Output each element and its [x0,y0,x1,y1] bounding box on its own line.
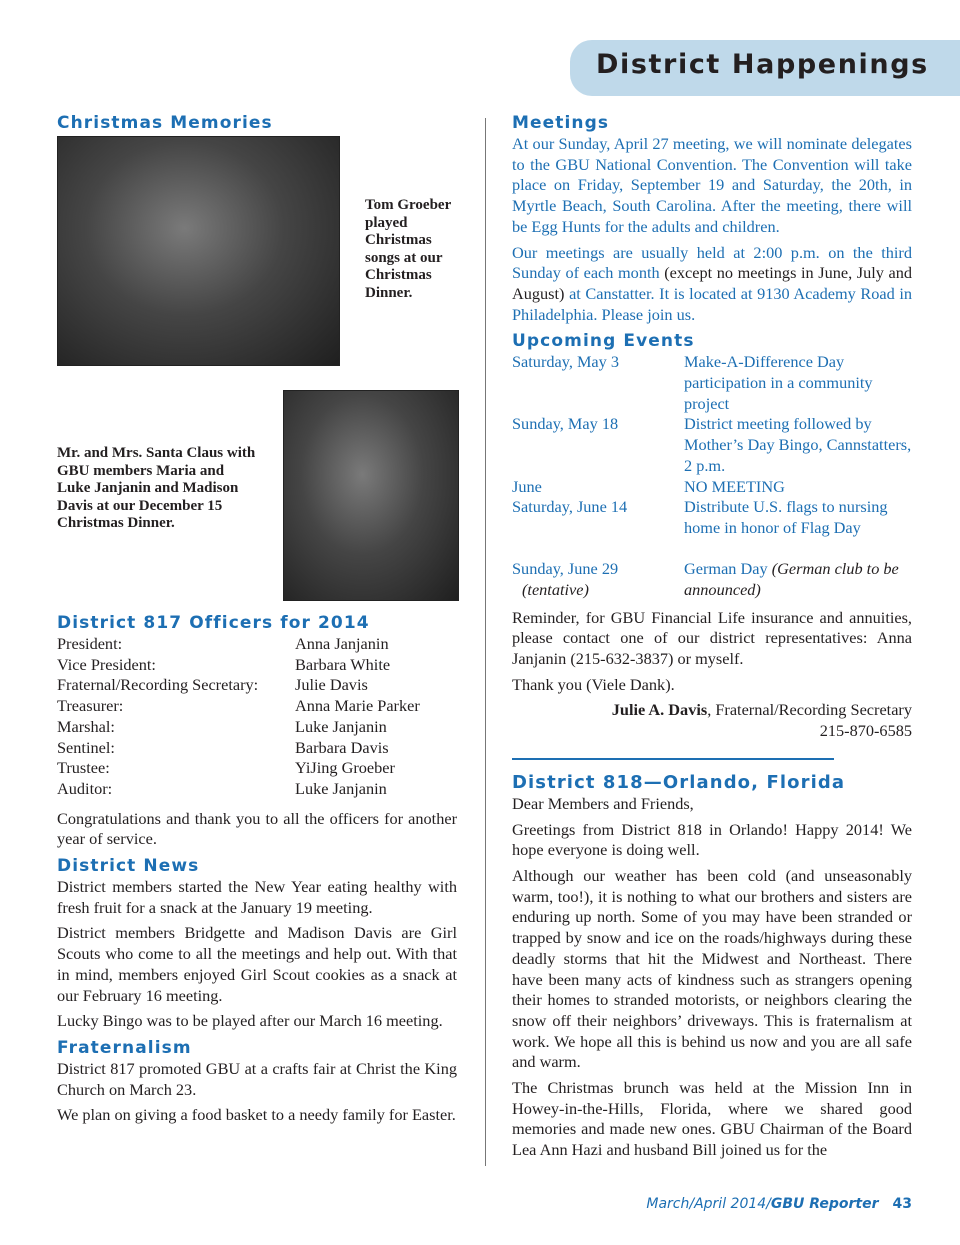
officer-row [57,717,420,738]
news-paragraph-1: District members started the New Year eating healthy with fresh fruit for a snack at the January 19 meeting. [57,877,457,917]
meetings-schedule: Our meetings are usually held at 2:00 p.m. on the third Sunday of each month [512,242,912,283]
event-date: Sunday, May 18 [512,414,619,434]
event-description-cell [684,414,912,476]
officer-name: Barbara White [295,654,391,674]
event-date-cell [512,352,684,414]
fraternalism-heading: Fraternalism [57,1037,192,1058]
event-description-cell [684,352,912,414]
event-description: NO MEETING [684,476,785,496]
photo-santa-claus [283,390,459,601]
event-description-cell [684,559,912,600]
column-divider [485,118,486,1166]
officer-name: Julie Davis [295,675,368,695]
orlando-paragraph-2: Although our weather has been cold (and unseasonably warm, too!), it is nothing to what our brothers and sisters are enduring up north. Some of you may have been stranded or trapped by snow and ice on the roads/highways during these deadly storms that hit the Midwest and Northeast. There have been many acts of kindness such as strangers opening their homes to stranded motorists, or neighbors clearing the snow off their neighbors’ driveways. This is fraternalism at work. We hope all this is behind us now and you are all safe and warm. [512,865,912,1072]
photo-caption-2: Mr. and Mrs. Santa Claus with GBU members Maria and Luke Janjanin and Madison Davis at our December 15 Christmas Dinner. [57,445,256,531]
officer-role: Trustee: [57,758,110,778]
section-title: District Happenings [596,49,929,80]
news-paragraph-2: District members Bridgette and Madison Davis are Girl Scouts who come to all the meetings and help out. With that in mind, members enjoyed Girl Scout cookies as a snack at our February 16 meeting. [57,923,457,1005]
event-date-cell [512,477,684,498]
officer-row [57,675,420,696]
event-row [512,559,912,600]
officer-name: Luke Janjanin [295,716,387,736]
footer-issue: March/April 2014/ [646,1196,771,1212]
officer-role: Auditor: [57,778,113,798]
section-rule [512,758,834,760]
event-row [512,352,912,414]
officers-table [57,634,420,800]
officer-row [57,738,420,759]
orlando-paragraph-1: Greetings from District 818 in Orlando! Happy 2014! We hope everyone is doing well. [512,819,912,860]
signature-title: , Fraternal/Recording Secretary [707,700,912,720]
officer-row [57,634,420,655]
event-description-cell [684,477,912,498]
signature-name: Julie A. Davis [611,700,708,720]
event-description: Distribute U.S. flags to nursing home in honor of Flag Day [684,497,888,537]
orlando-greeting: Dear Members and Friends, [512,793,694,813]
officer-name: YiJing Groeber [295,758,395,778]
photo-caption-1: Tom Groeber played Christmas songs at our Christmas Dinner. [365,197,451,301]
officer-row [57,655,420,676]
left-column [57,112,457,134]
meetings-paragraph-2 [512,243,912,326]
officer-role: Sentinel: [57,737,115,757]
officer-role: Treasurer: [57,696,124,716]
event-description: German Day [684,559,768,579]
section-banner [570,40,960,96]
event-row [512,477,912,498]
event-date: Sunday, June 29 [512,559,619,579]
event-date: Saturday, June 14 [512,497,628,517]
right-column [512,112,912,1166]
officer-role: Fraternal/Recording Secretary: [57,675,259,695]
officers-heading: District 817 Officers for 2014 [57,613,370,633]
officer-name: Anna Marie Parker [295,696,420,716]
event-date-note: (tentative) [522,579,589,599]
footer-publication: GBU Reporter [770,1196,879,1212]
orlando-paragraph-3: The Christmas brunch was held at the Mission Inn in Howey-in-the-Hills, Florida, where we shared good memories and made new ones. GBU Chairman of the Board Lea Ann Hazi and husband Bill joined us for the [512,1078,912,1160]
page-number: 43 [892,1196,912,1212]
news-paragraph-3: Lucky Bingo was to be played after our March 16 meeting. [57,1011,443,1031]
news-heading: District News [57,856,200,877]
signature-phone: 215-870-6585 [819,721,912,741]
photo-accordion-player [57,136,340,366]
left-column-lower [57,612,457,1131]
event-row [512,414,912,476]
thanks-paragraph: Thank you (Viele Dank). [512,674,675,694]
fraternalism-paragraph-1: District 817 promoted GBU at a crafts fair at Christ the King Church on March 23. [57,1058,457,1099]
meetings-heading: Meetings [512,113,610,133]
event-date-cell [512,497,684,559]
officer-role: Vice President: [57,654,156,674]
event-date: June [512,476,542,496]
meetings-exception: (except no meetings in June, July and August) [512,263,913,303]
events-table [512,352,912,600]
christmas-heading: Christmas Memories [57,113,273,133]
officer-role: President: [57,634,123,653]
event-description-cell [684,497,912,559]
events-heading: Upcoming Events [512,331,695,352]
signature [512,700,912,741]
event-row [512,497,912,559]
officer-row [57,696,420,717]
event-date: Saturday, May 3 [512,352,620,372]
meetings-paragraph-1: At our Sunday, April 27 meeting, we will nominate delegates to the GBU National Convention. The Convention will take place on Friday, September 19 and Saturday, the 20th, in Myrtle Beach, South Carolina. After the meeting, there will be Egg Hunts for the adults and children. [512,134,912,236]
orlando-heading: District 818—Orlando, Florida [512,771,846,793]
officer-row [57,758,420,779]
officer-role: Marshal: [57,716,115,736]
officer-name: Anna Janjanin [295,634,389,653]
event-date-cell [512,414,684,476]
event-date-cell [512,559,684,600]
reminder-paragraph: Reminder, for GBU Financial Life insurance and annuities, please contact one of our district representatives: Anna Janjanin (215-632-3837) or myself. [512,607,912,669]
event-description-note: (German club to be announced) [684,559,899,599]
officer-row [57,779,420,800]
page-footer [646,1196,912,1212]
officer-name: Barbara Davis [295,737,389,757]
officers-congrats: Congratulations and thank you to all the officers for another year of service. [57,808,457,849]
fraternalism-paragraph-2: We plan on giving a food basket to a needy family for Easter. [57,1105,456,1125]
event-description: District meeting followed by Mother’s Day Bingo, Cannstatters, 2 p.m. [684,414,912,475]
event-description: Make-A-Difference Day participation in a community project [684,352,873,413]
meetings-location: at Canstatter. It is located at 9130 Academy Road in Philadelphia. Please join us. [512,283,913,324]
officer-name: Luke Janjanin [295,778,387,798]
